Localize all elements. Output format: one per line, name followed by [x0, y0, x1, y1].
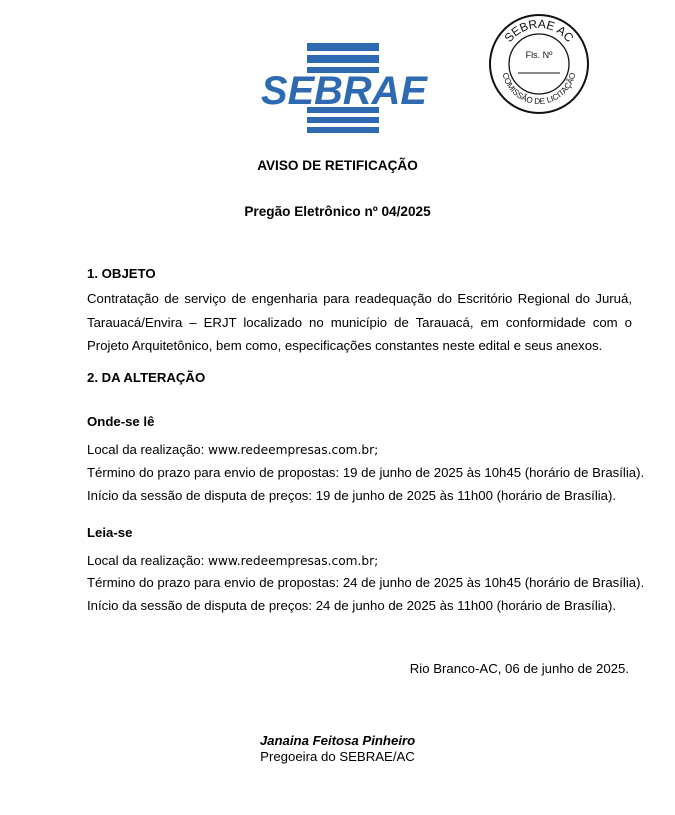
onde-inicio-line: Início da sessão de disputa de preços: 19 de junho de 2025 às 11h00 (horário de Brasília). [87, 488, 617, 503]
sebrae-logo [258, 41, 430, 133]
section-alteracao-heading: 2. DA ALTERAÇÃO [87, 370, 206, 385]
page-title: AVISO DE RETIFICAÇÃO [257, 158, 418, 173]
sebrae-logo-text: SEBRAE [261, 69, 429, 113]
stamp-top-text: SEBRAE AC [501, 16, 577, 45]
onde-local-line [87, 442, 378, 457]
section-objeto-text: Contratação de serviço de engenharia para readequação do Escritório Regional do Juruá, Tarauacá/Envira – ERJT localizado no município de Tarauacá, em conformidade com o Projeto Arquitetônico, bem como, especificações constantes neste edital e seus anexos. [87, 291, 632, 353]
leia-local-url: www.redeempresas.com.br; [207, 554, 379, 568]
leia-se-label: Leia-se [87, 525, 133, 540]
onde-termino-line: Término do prazo para envio de propostas: 19 de junho de 2025 às 10h45 (horário de Brasília). [87, 465, 645, 480]
onde-local-label: Local da realização: [87, 442, 205, 457]
onde-local-url: www.redeempresas.com.br; [207, 443, 379, 457]
leia-termino-line: Término do prazo para envio de propostas: 24 de junho de 2025 às 10h45 (horário de Brasília). [87, 575, 645, 590]
page-subtitle: Pregão Eletrônico nº 04/2025 [244, 204, 431, 219]
leia-local-line [87, 553, 378, 568]
stamp-field-label: Fls. Nº [525, 50, 553, 60]
svg-text:SEBRAE AC [501, 17, 576, 45]
signatory-role: Pregoeira do SEBRAE/AC [260, 749, 415, 764]
section-objeto-heading: 1. OBJETO [87, 266, 156, 281]
leia-inicio-line: Início da sessão de disputa de preços: 24 de junho de 2025 às 11h00 (horário de Brasília). [87, 598, 617, 613]
date-line: Rio Branco-AC, 06 de junho de 2025. [409, 661, 629, 676]
stamp-bottom-text: COMISSÃO DE LICITAÇÃO [500, 71, 578, 107]
protocol-stamp [488, 13, 590, 115]
signatory-name: Janaina Feitosa Pinheiro [259, 733, 416, 748]
onde-se-le-label: Onde-se lê [87, 414, 155, 429]
leia-local-label: Local da realização: [87, 553, 205, 568]
